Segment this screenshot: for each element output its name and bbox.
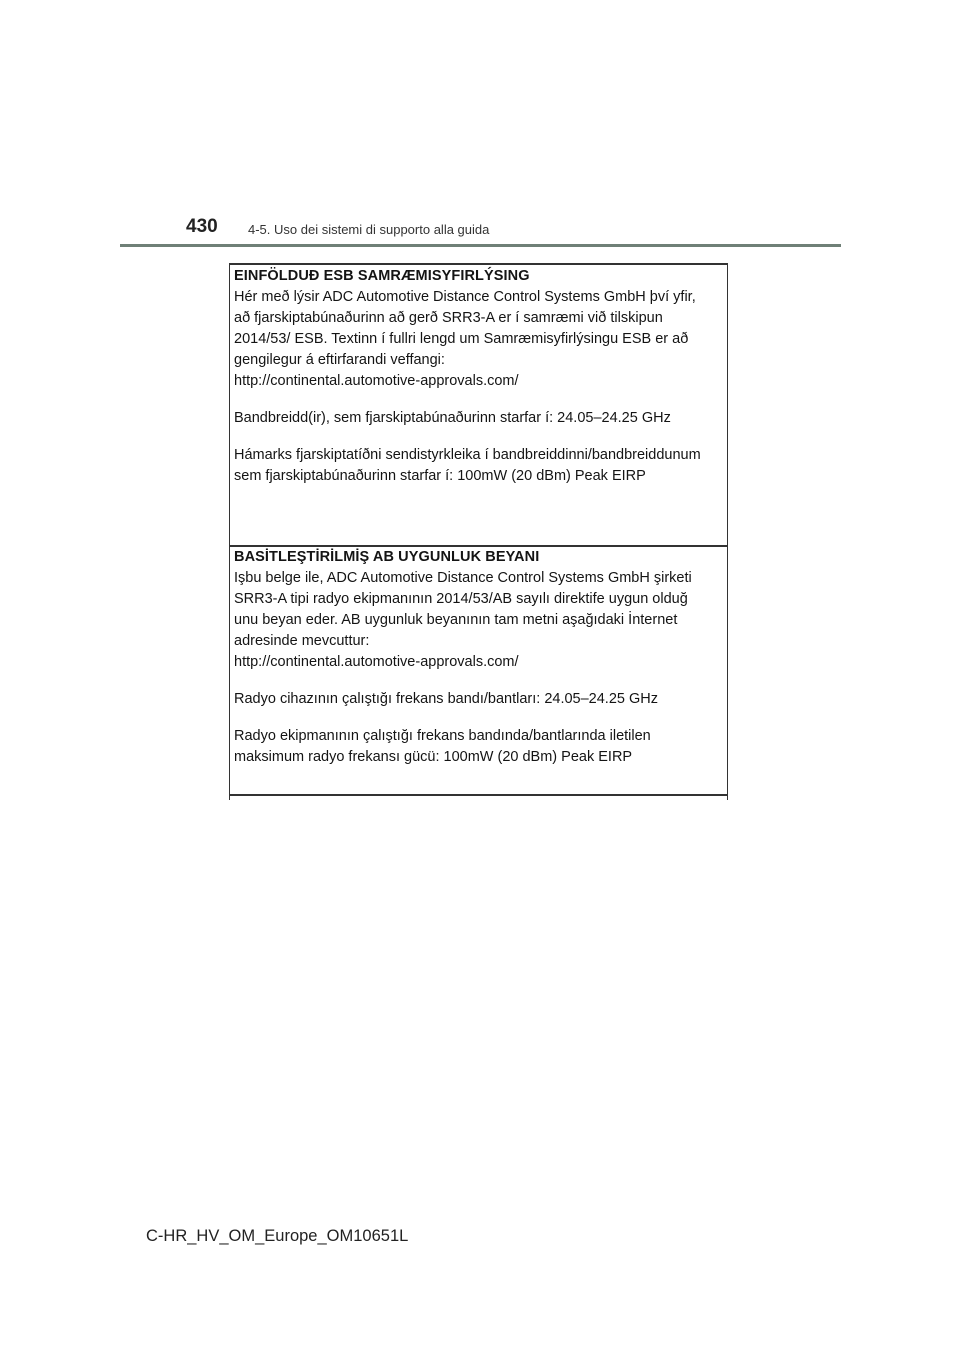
frequency-band-text: Bandbreidd(ir), sem fjarskiptabúnaðurinn starfar í: 24.05–24.25 GHz: [234, 410, 671, 426]
box-top-border: [229, 263, 728, 265]
declaration-url: http://continental.automotive-approvals.com/: [234, 654, 519, 670]
spacer: [234, 710, 725, 726]
declaration-text-line: Işbu belge ile, ADC Automotive Distance Control Systems GmbH şirketi: [234, 570, 692, 586]
max-power-text: sem fjarskiptabúnaðurinn starfar í: 100mW (20 dBm) Peak EIRP: [234, 468, 646, 484]
declaration-turkish: [234, 547, 725, 768]
declaration-heading: BASİTLEŞTİRİLMİŞ AB UYGUNLUK BEYANI: [234, 549, 540, 565]
declaration-text-line: gengilegur á eftirfarandi veffangi:: [234, 352, 445, 368]
declaration-text-line: Hér með lýsir ADC Automotive Distance Control Systems GmbH því yfir,: [234, 289, 696, 305]
max-power-text: Radyo ekipmanının çalıştığı frekans bandında/bantlarında iletilen: [234, 728, 651, 744]
declaration-icelandic: [234, 266, 725, 487]
declaration-text-line: unu beyan eder. AB uygunluk beyanının tam metni aşağıdaki İnternet: [234, 612, 678, 628]
declaration-heading: EINFÖLDUÐ ESB SAMRÆMISYFIRLÝSING: [234, 268, 530, 284]
spacer: [234, 673, 725, 689]
declaration-url: http://continental.automotive-approvals.com/: [234, 373, 519, 389]
header-rule: [120, 244, 841, 247]
declaration-text-line: adresinde mevcuttur:: [234, 633, 370, 649]
manual-id: C-HR_HV_OM_Europe_OM10651L: [146, 1227, 409, 1245]
box-bottom-border: [229, 794, 728, 796]
frequency-band-text: Radyo cihazının çalıştığı frekans bandı/bantları: 24.05–24.25 GHz: [234, 691, 658, 707]
spacer: [234, 392, 725, 408]
declaration-text-line: SRR3-A tipi radyo ekipmanının 2014/53/AB sayılı direktife uygun olduğ: [234, 591, 688, 607]
max-power-text: Hámarks fjarskiptatíðni sendistyrkleika í bandbreiddinni/bandbreiddunum: [234, 447, 701, 463]
max-power-text: maksimum radyo frekansı gücü: 100mW (20 dBm) Peak EIRP: [234, 749, 633, 765]
declaration-text-line: 2014/53/ ESB. Textinn í fullri lengd um Samræmisyfirlýsingu ESB er að: [234, 331, 689, 347]
declaration-box: [229, 263, 728, 800]
section-title: 4-5. Uso dei sistemi di supporto alla guida: [248, 222, 490, 237]
page-number: 430: [186, 216, 218, 237]
spacer: [234, 429, 725, 445]
declaration-text-line: að fjarskiptabúnaðurinn að gerð SRR3-A er í samræmi við tilskipun: [234, 310, 663, 326]
